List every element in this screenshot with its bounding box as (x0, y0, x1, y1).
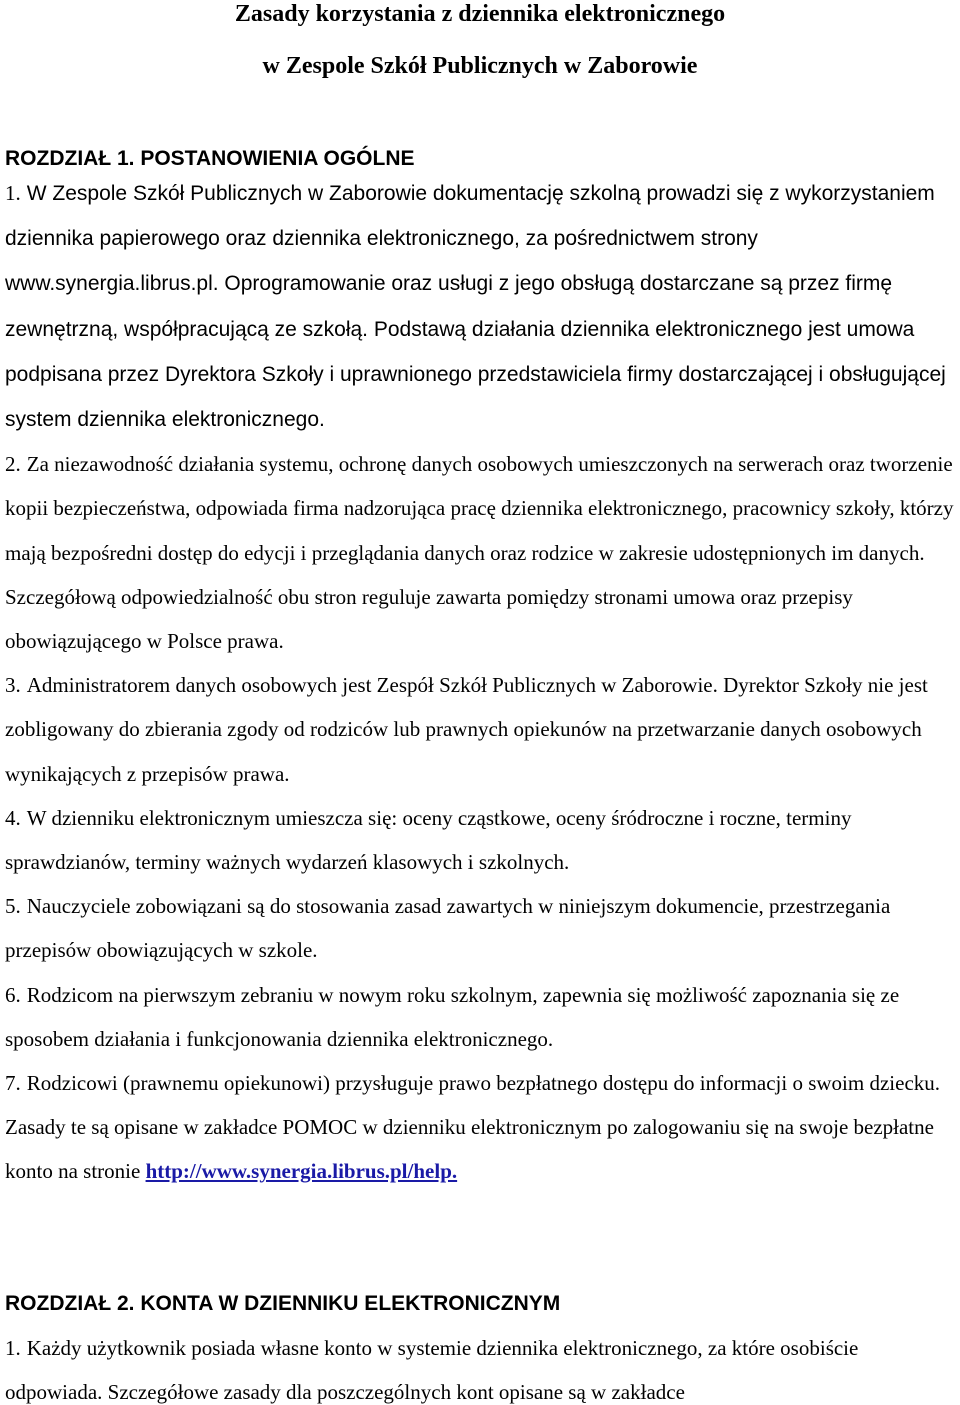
paragraph-text: Rodzicom na pierwszym zebraniu w nowym roku szkolnym, zapewnia się możliwość zapoznania się ze sposobem działania i funkcjonowania dziennika elektronicznego. (5, 982, 900, 1051)
chapter1-paragraph-1 (5, 171, 955, 442)
paragraph-text: Administratorem danych osobowych jest Zespół Szkół Publicznych w Zaborowie. Dyrektor Szkoły nie jest zobligowany do zbierania zgody od rodziców lub prawnych opiekunów na przetwarzanie danych osobowych wynikających z przepisów prawa. (5, 673, 928, 786)
librus-help-link[interactable]: http://www.synergia.librus.pl/help. (145, 1159, 458, 1184)
paragraph-number: 1. (5, 181, 21, 205)
chapter1-paragraph-3 (5, 663, 955, 796)
paragraph-text: Podstawą działania dziennika elektronicznego jest umowa podpisana przez Dyrektora Szkoły i uprawnionego przedstawiciela firmy dostarczającej i obsługującej system dziennika elektronicznego. (5, 317, 946, 432)
chapter1-paragraph-5 (5, 884, 955, 972)
paragraph-number: 2. (5, 452, 21, 477)
document-title-line2: w Zespole Szkół Publicznych w Zaborowie (262, 53, 698, 79)
chapter1-paragraph-7 (5, 1061, 955, 1194)
paragraph-text: Każdy użytkownik posiada własne konto w systemie dziennika elektronicznego, za które osobiście odpowiada. Szczegółowe zasady dla poszczególnych kont opisane są w zakładce (5, 1336, 859, 1405)
paragraph-text: Za niezawodność działania systemu, ochronę danych osobowych umieszczonych na serwerach oraz tworzenie kopii bezpieczeństwa, odpowiada firma nadzorująca pracę dziennika elektronicznego, pracownicy szkoły, którzy mają bezpośredni dostęp do edycji i przeglądania danych oraz rodzice w zakresie udostępnionych im danych. Szczegółową odpowiedzialność obu stron reguluje zawarta pomiędzy stronami umowa oraz przepisy obowiązującego w Polsce prawa. (5, 452, 954, 654)
paragraph-number: 4. (5, 805, 21, 830)
chapter2-body (5, 1326, 955, 1405)
paragraph-text: Nauczyciele zobowiązani są do stosowania zasad zawartych w niniejszym dokumencie, przestrzegania przepisów obowiązujących w szkole. (5, 894, 891, 963)
paragraph-number: 6. (5, 982, 21, 1007)
paragraph-text: W Zespole Szkół Publicznych w Zaborowie dokumentację szkolną prowadzi się z wykorzystaniem dziennika papierowego oraz dziennika elektronicznego, za pośrednictwem strony www.synergia.librus.pl. Oprogramowanie oraz usługi z jego obsługą dostarczane są przez firmę zewnętrzną, współpracującą ze szkołą. (5, 182, 935, 341)
chapter2-paragraph-1 (5, 1326, 955, 1405)
chapter1-heading: ROZDZIAŁ 1. POSTANOWIENIA OGÓLNE (5, 147, 415, 170)
paragraph-text: W dzienniku elektronicznym umieszcza się: oceny cząstkowe, oceny śródroczne i roczne, terminy sprawdzianów, terminy ważnych wydarzeń klasowych i szkolnych. (5, 805, 852, 875)
paragraph-number: 3. (5, 673, 21, 698)
chapter2-heading: ROZDZIAŁ 2. KONTA W DZIENNIKU ELEKTRONICZNYM (5, 1292, 561, 1315)
chapter1-paragraph-2 (5, 442, 955, 663)
paragraph-number: 5. (5, 894, 21, 919)
chapter1-paragraph-6 (5, 973, 955, 1061)
paragraph-number: 7. (5, 1071, 21, 1096)
chapter1-paragraph-4 (5, 796, 955, 884)
chapter1-body (5, 171, 955, 1194)
paragraph-number: 1. (5, 1336, 21, 1360)
document-title-line1: Zasady korzystania z dziennika elektronicznego (234, 1, 726, 27)
paragraph-text: Rodzicowi (prawnemu opiekunowi) przysługuje prawo bezpłatnego dostępu do informacji o swoim dziecku. Zasady te są opisane w zakładce POMOC w dzienniku elektronicznym po zalogowaniu się na swoje bezpłatne konto na stronie (5, 1071, 941, 1184)
